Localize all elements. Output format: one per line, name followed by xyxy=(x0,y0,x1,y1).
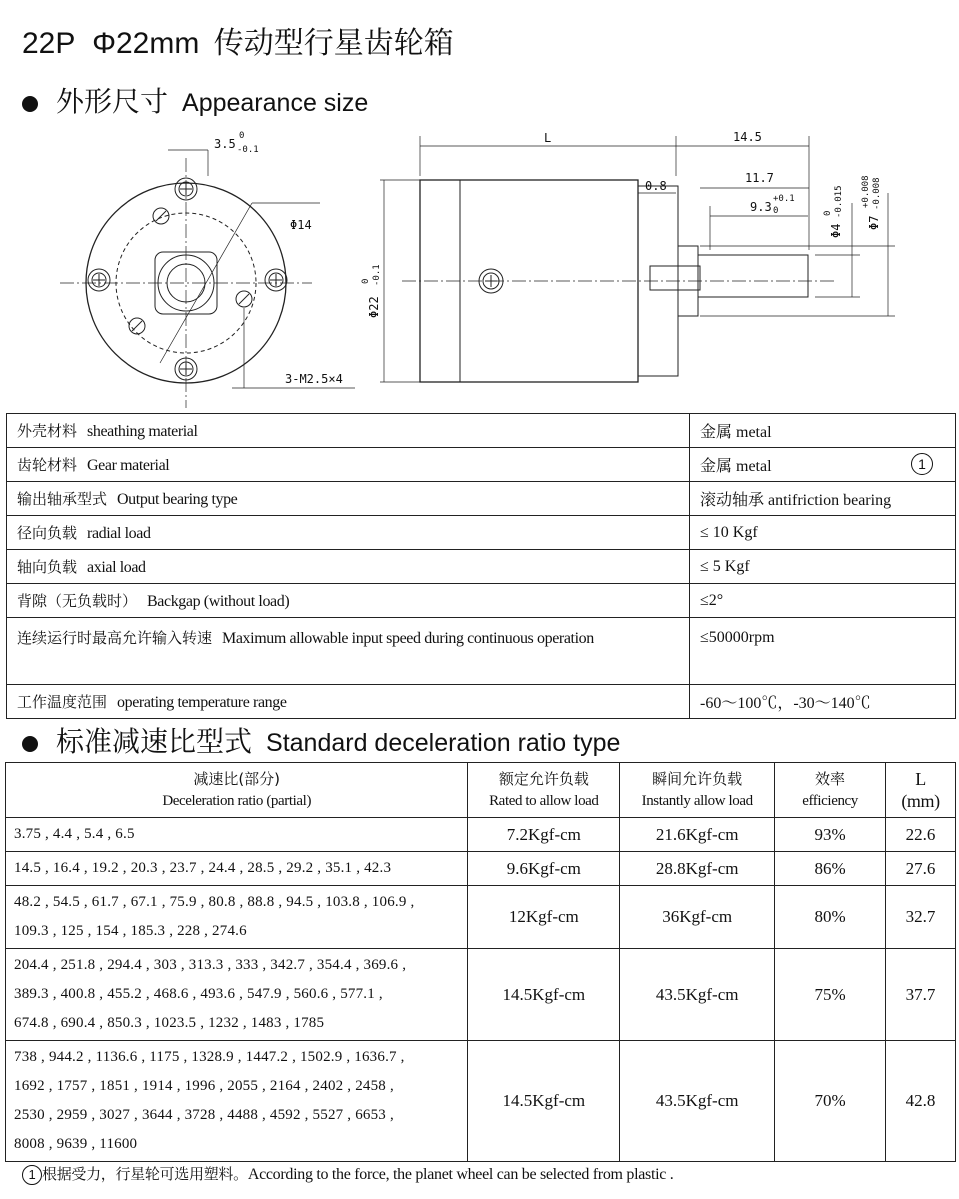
screw-icon xyxy=(88,269,110,291)
length: 27.6 xyxy=(886,852,956,886)
efficiency: 75% xyxy=(775,949,886,1041)
footnote-zh: 根据受力，行星轮可选用塑料。 xyxy=(42,1165,248,1183)
ratio-list xyxy=(6,1041,468,1162)
spec-label xyxy=(7,685,690,719)
dim-label: -0.1 xyxy=(237,145,259,155)
column-header-l: L xyxy=(915,769,926,789)
dim-label: 0.8 xyxy=(645,179,667,193)
front-view xyxy=(60,131,355,408)
spec-label-zh: 轴向负载 xyxy=(17,558,78,576)
spec-value: ≤2° xyxy=(690,584,956,618)
ratio-line: 389.3 , 400.8 , 455.2 , 468.6 , 493.6 , 547.9 , 560.6 , 577.1 , xyxy=(14,986,383,1002)
dim-label: 0 xyxy=(773,206,779,216)
page-title xyxy=(22,18,454,62)
spec-value: 金属 metal xyxy=(690,414,956,448)
spec-label-zh: 齿轮材料 xyxy=(17,456,78,474)
ratio-list xyxy=(6,818,468,852)
ratio-line: 109.3 , 125 , 154 , 185.3 , 228 , 274.6 xyxy=(14,923,247,939)
column-header-zh: 效率 xyxy=(815,770,846,788)
spec-value: -60～100℃，-30～140℃ xyxy=(690,685,956,719)
ratio-line: 738 , 944.2 , 1136.6 , 1175 , 1328.9 , 1447.2 , 1502.9 , 1636.7 , xyxy=(14,1049,405,1065)
spec-label-en: Gear material xyxy=(87,457,170,474)
column-header xyxy=(620,763,775,818)
column-header xyxy=(775,763,886,818)
spec-label-en: Maximum allowable input speed during continuous operation xyxy=(222,630,594,647)
dim-label: 9.3 xyxy=(750,200,772,214)
column-header-unit: (mm) xyxy=(901,791,940,811)
rated-load: 14.5Kgf-cm xyxy=(468,1041,620,1162)
spec-label-en: axial load xyxy=(87,559,146,576)
note-marker: 1 xyxy=(911,453,933,475)
spec-label xyxy=(7,482,690,516)
efficiency: 80% xyxy=(775,886,886,949)
spec-value: 金属 metal xyxy=(700,458,772,475)
spec-value: 滚动轴承 antifriction bearing xyxy=(690,482,956,516)
length: 42.8 xyxy=(886,1041,956,1162)
hole-icon xyxy=(236,291,252,307)
spec-label xyxy=(7,550,690,584)
dim-label: -0.008 xyxy=(872,177,882,210)
column-header-en: Deceleration ratio (partial) xyxy=(162,793,312,809)
instant-load: 21.6Kgf-cm xyxy=(620,818,775,852)
table-row xyxy=(7,584,956,618)
bullet-icon xyxy=(22,96,38,112)
section-ratio-en: Standard deceleration ratio type xyxy=(266,729,621,757)
column-header-zh: 减速比(部分) xyxy=(193,770,281,788)
spec-value: ≤50000rpm xyxy=(690,618,956,685)
column-header-en: efficiency xyxy=(802,793,858,809)
dim-label: -0.1 xyxy=(372,264,382,286)
footnote xyxy=(22,1163,673,1185)
table-row xyxy=(6,852,956,886)
spec-label-en: sheathing material xyxy=(87,423,198,440)
ratio-line: 3.75 , 4.4 , 5.4 , 6.5 xyxy=(14,826,135,842)
dim-label: L xyxy=(544,131,552,145)
spec-label-en: operating temperature range xyxy=(117,694,287,711)
instant-load: 28.8Kgf-cm xyxy=(620,852,775,886)
column-header-en: Rated to allow load xyxy=(489,793,599,809)
spec-value-cell xyxy=(690,448,956,482)
table-row xyxy=(6,1041,956,1162)
column-header xyxy=(886,763,956,818)
title-model: 22P xyxy=(22,27,76,60)
dim-label: Φ4 xyxy=(829,223,843,238)
ratio-line: 2530 , 2959 , 3027 , 3644 , 3728 , 4488 , 4592 , 5527 , 6653 , xyxy=(14,1107,394,1123)
dim-label: 3-M2.5×4 xyxy=(285,372,343,386)
column-header xyxy=(6,763,468,818)
spec-label-zh: 连续运行时最高允许输入转速 xyxy=(17,629,213,647)
table-row xyxy=(7,550,956,584)
length: 22.6 xyxy=(886,818,956,852)
ratio-line: 14.5 , 16.4 , 19.2 , 20.3 , 23.7 , 24.4 , 28.5 , 29.2 , 35.1 , 42.3 xyxy=(14,860,392,876)
instant-load: 43.5Kgf-cm xyxy=(620,1041,775,1162)
dim-label: 0 xyxy=(361,278,371,284)
spec-label-en: Output bearing type xyxy=(117,491,238,508)
spec-label xyxy=(7,516,690,550)
section-appearance-zh: 外形尺寸 xyxy=(56,85,169,118)
efficiency: 86% xyxy=(775,852,886,886)
dim-label: -0.015 xyxy=(834,185,844,218)
column-header-en: Instantly allow load xyxy=(641,793,753,809)
section-ratio xyxy=(22,720,620,760)
efficiency: 93% xyxy=(775,818,886,852)
table-row xyxy=(7,685,956,719)
table-row xyxy=(7,448,956,482)
spec-label-en: radial load xyxy=(87,525,151,542)
column-header xyxy=(468,763,620,818)
ratio-line: 8008 , 9639 , 11600 xyxy=(14,1136,138,1152)
spec-table xyxy=(6,413,956,719)
bullet-icon xyxy=(22,736,38,752)
dim-label: 0 xyxy=(239,131,245,141)
screw-icon xyxy=(265,269,287,291)
dim-label: 3.5 xyxy=(214,137,236,151)
spec-value: ≤ 10 Kgf xyxy=(690,516,956,550)
instant-load: 43.5Kgf-cm xyxy=(620,949,775,1041)
spec-label-en: Backgap (without load) xyxy=(147,593,290,610)
ratio-line: 48.2 , 54.5 , 61.7 , 67.1 , 75.9 , 80.8 , 88.8 , 94.5 , 103.8 , 106.9 , xyxy=(14,894,415,910)
dim-label: +0.008 xyxy=(861,175,871,208)
rated-load: 12Kgf-cm xyxy=(468,886,620,949)
spec-label-zh: 径向负载 xyxy=(17,524,78,542)
rated-load: 9.6Kgf-cm xyxy=(468,852,620,886)
dim-label: 11.7 xyxy=(745,171,774,185)
table-row xyxy=(6,886,956,949)
ratio-list xyxy=(6,886,468,949)
table-row xyxy=(6,949,956,1041)
table-row xyxy=(7,618,956,685)
title-name: 传动型行星齿轮箱 xyxy=(213,26,454,61)
section-ratio-zh: 标准减速比型式 xyxy=(56,725,253,758)
rated-load: 7.2Kgf-cm xyxy=(468,818,620,852)
length: 37.7 xyxy=(886,949,956,1041)
length: 32.7 xyxy=(886,886,956,949)
side-view xyxy=(361,130,895,382)
technical-drawing xyxy=(0,118,959,408)
table-row xyxy=(7,516,956,550)
dim-label: 14.5 xyxy=(733,130,762,144)
title-diameter: Φ22mm xyxy=(92,27,200,60)
spec-label-zh: 工作温度范围 xyxy=(17,693,108,711)
table-row xyxy=(7,414,956,448)
table-row xyxy=(6,818,956,852)
spec-label-zh: 输出轴承型式 xyxy=(17,490,108,508)
rated-load: 14.5Kgf-cm xyxy=(468,949,620,1041)
hole-icon xyxy=(129,318,145,334)
spec-label xyxy=(7,584,690,618)
spec-label-zh: 背隙（无负载时） xyxy=(17,592,138,610)
spec-label xyxy=(7,448,690,482)
ratio-list xyxy=(6,949,468,1041)
efficiency: 70% xyxy=(775,1041,886,1162)
instant-load: 36Kgf-cm xyxy=(620,886,775,949)
table-row xyxy=(7,482,956,516)
spec-label xyxy=(7,618,690,685)
ratio-list xyxy=(6,852,468,886)
ratio-table xyxy=(5,762,956,1162)
dim-label: Φ7 xyxy=(867,215,881,230)
dim-label: Φ22 xyxy=(367,296,381,318)
dim-label: 0 xyxy=(823,210,833,216)
screw-icon xyxy=(479,269,503,293)
note-marker: 1 xyxy=(22,1165,42,1185)
spec-label xyxy=(7,414,690,448)
column-header-zh: 瞬间允许负载 xyxy=(652,770,743,788)
dim-label: Φ14 xyxy=(290,218,312,232)
table-header-row xyxy=(6,763,956,818)
ratio-line: 204.4 , 251.8 , 294.4 , 303 , 313.3 , 333 , 342.7 , 354.4 , 369.6 , xyxy=(14,957,407,973)
section-appearance xyxy=(22,80,368,120)
section-appearance-en: Appearance size xyxy=(182,89,369,117)
dim-label: +0.1 xyxy=(773,194,795,204)
spec-label-zh: 外壳材料 xyxy=(17,422,78,440)
footnote-en: According to the force, the planet wheel can be selected from plastic . xyxy=(247,1166,674,1183)
ratio-line: 674.8 , 690.4 , 850.3 , 1023.5 , 1232 , 1483 , 1785 xyxy=(14,1015,325,1031)
spec-value: ≤ 5 Kgf xyxy=(690,550,956,584)
ratio-line: 1692 , 1757 , 1851 , 1914 , 1996 , 2055 , 2164 , 2402 , 2458 , xyxy=(14,1078,394,1094)
column-header-zh: 额定允许负载 xyxy=(498,770,589,788)
